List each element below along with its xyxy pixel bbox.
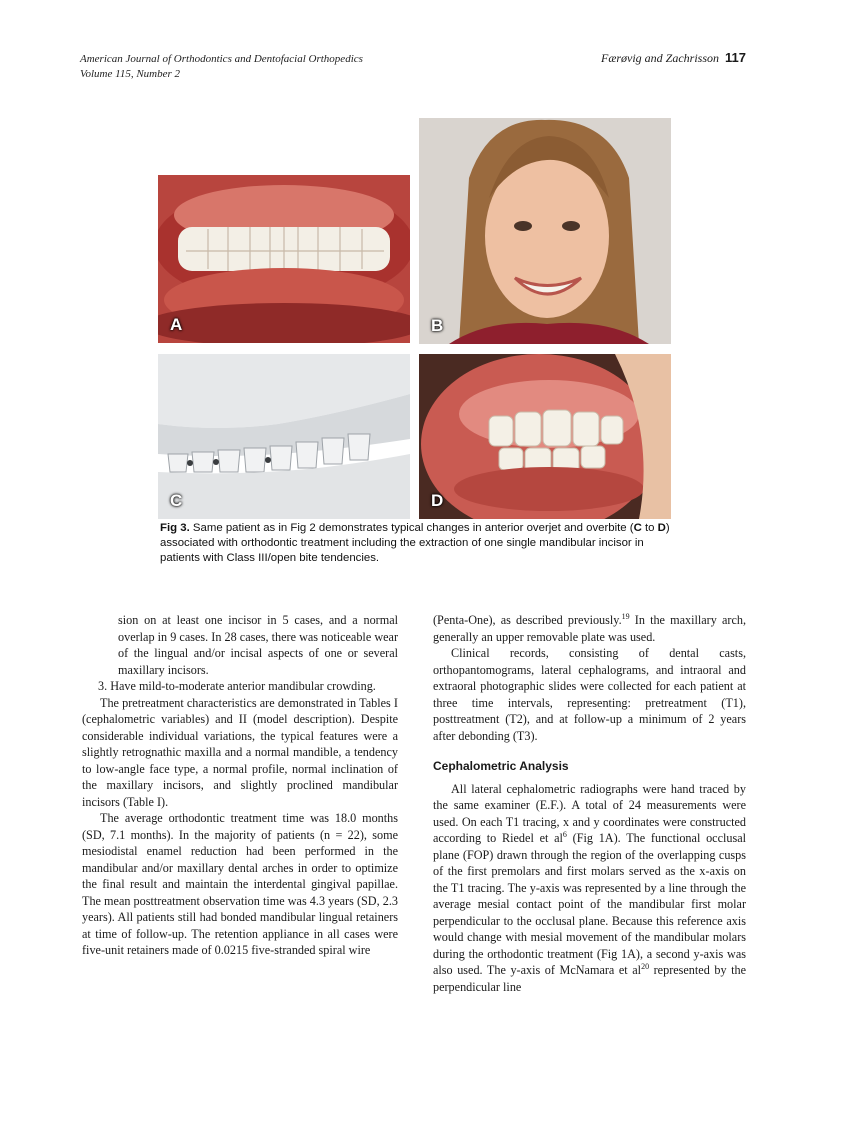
citation-6: 6 [562, 829, 567, 839]
continuation-text-a: (Penta-One), as described previously. [433, 613, 622, 627]
paragraph-pretreatment: The pretreatment characteristics are demonstrated in Tables I (cephalometric variables) and II (model description). Despite considerable individual variations, the typical features were a slightly retrognathic maxilla and a normal mandible, a tendency to low-angle face type, a normal profile, normal inclination of the maxillary incisors, and slightly proclined mandibular incisors (Table I). [82, 695, 398, 809]
running-header-journal [80, 52, 363, 82]
running-header-right [601, 50, 746, 66]
page-number: 117 [725, 50, 746, 65]
photo-d-intraoral-lateral [419, 354, 671, 519]
caption-lead: Fig 3. [160, 522, 190, 534]
paragraph-treatment-time: The average orthodontic treatment time was 18.0 months (SD, 7.1 months). In the majority of patients (n = 22), some mesiodistal enamel reduction had been performed in the mandibular and/or maxillary dental arches in order to optimize the final result and maintain the interdental gingival papillae. The mean posttreatment observation time was 4.3 years (SD, 2.3 years). All patients still had bonded mandibular lingual retainers at time of follow-up. The retention appliance in all cases were five-unit retainers made of 0.0215 five-stranded spiral wire [82, 811, 398, 957]
photo-label-a: A [170, 315, 183, 334]
paragraph-clinical-records: Clinical records, consisting of dental casts, orthopantomograms, lateral cephalograms, and intraoral and extraoral photographic slides were collected for each patient at three time intervals, representing: pretreatment (T1), posttreatment (T2), and at follow-up a minimum of 2 years after debonding (T3). [433, 646, 746, 743]
photo-b-facial-portrait [419, 118, 671, 344]
photo-label-c: C [170, 491, 183, 510]
photo-label-d: D [431, 491, 444, 510]
paragraph-continuation [433, 612, 746, 645]
photo-a-intraoral-frontal [158, 175, 410, 343]
ceph-text-c: represented by the perpendicular line [433, 963, 747, 994]
list-item-3: 3. Have mild-to-moderate anterior mandibular crowding. [98, 679, 376, 693]
figure-caption [160, 521, 672, 566]
caption-text-2: ) associated with orthodontic treatment including the extraction of one single mandibular incisor in patients with Class III/open bite tendencies. [160, 522, 670, 564]
caption-text-1: Same patient as in Fig 2 demonstrates typical changes in anterior overjet and overbite ( [189, 522, 634, 534]
caption-panel-c: C [633, 522, 642, 534]
ceph-text-b: (Fig 1A). The functional occlusal plane (FOP) drawn through the region of the overlapping cusps of the first premolars and first molars served as the x-axis on the T1 tracing. The y-axis was represented by a line through the average mesial contact point of the mandibular first molar perpendicular to the occlusal plane. Because this reference axis would change with mesial movement of the mandibular molars during the orthodontic treatment (Fig 1A), a second y-axis was also used. The y-axis of McNamara et al [433, 831, 746, 977]
section-heading: Cephalometric Analysis [433, 759, 569, 773]
citation-19: 19 [621, 611, 630, 621]
journal-volume: Volume 115, Number 2 [80, 68, 181, 80]
journal-title: American Journal of Orthodontics and Dentofacial Orthopedics [80, 53, 363, 65]
continuation-text-b: In the maxillary arch, generally an upper removable plate was used. [433, 613, 746, 644]
running-authors: Færøvig and Zachrisson [601, 51, 720, 65]
caption-panel-d: D [657, 522, 666, 534]
left-column [82, 612, 398, 959]
citation-20: 20 [641, 961, 650, 971]
paragraph-cephalometric [433, 781, 746, 996]
caption-to: to [641, 522, 658, 534]
photo-c-dental-cast [158, 354, 410, 519]
ceph-text-a: All lateral cephalometric radiographs were hand traced by the same examiner (E.F.). A total of 24 measurements were used. On each T1 tracing, x and y coordinates were constructed according to Riedel et al [433, 781, 746, 845]
list-item-continuation: sion on at least one incisor in 5 cases, and a normal overlap in 9 cases. In 28 cases, there was noticeable wear of the lingual and/or incisal aspects of one or several maxillary incisors. [118, 613, 398, 677]
photo-label-b: B [431, 316, 444, 335]
right-column [433, 612, 746, 995]
